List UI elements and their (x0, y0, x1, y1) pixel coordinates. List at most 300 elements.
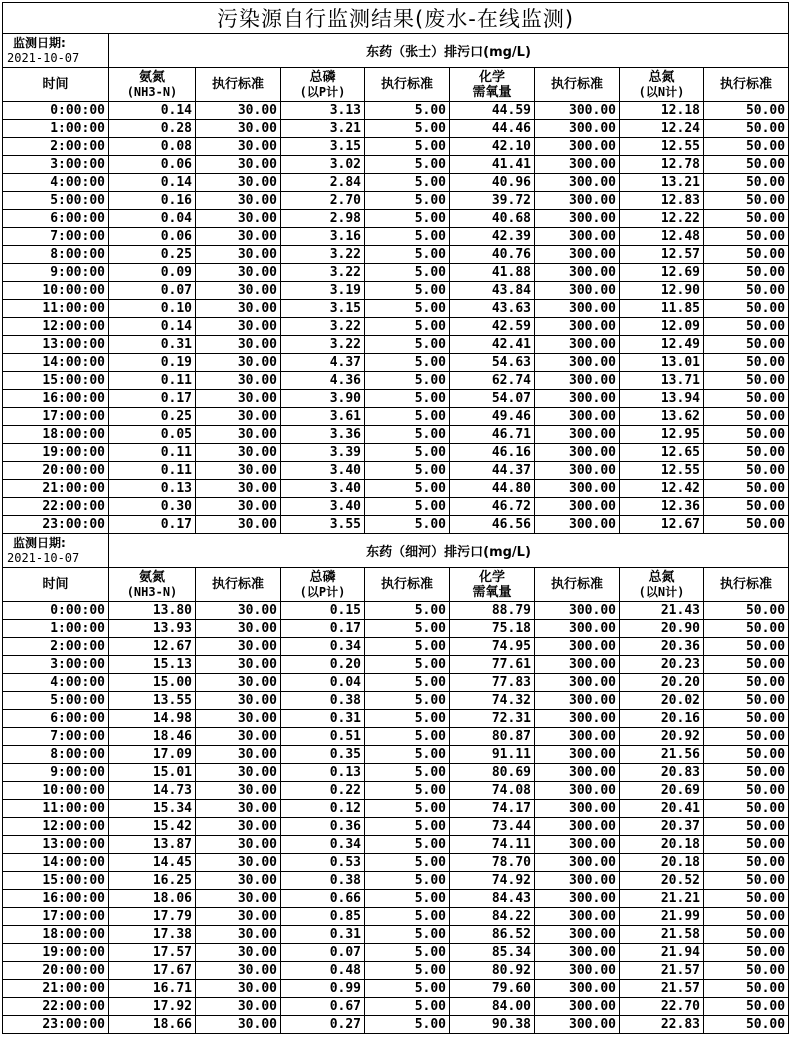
time-cell: 4:00:00 (3, 674, 109, 692)
value-cell: 0.17 (281, 620, 365, 638)
value-cell: 12.90 (620, 282, 704, 300)
table-row (3, 372, 789, 390)
value-cell: 74.92 (450, 872, 535, 890)
value-cell: 50.00 (704, 674, 789, 692)
value-cell: 5.00 (365, 620, 450, 638)
column-header-row (3, 68, 789, 102)
value-cell: 300.00 (535, 174, 620, 192)
table-row (3, 836, 789, 854)
time-cell: 7:00:00 (3, 728, 109, 746)
value-cell: 5.00 (365, 728, 450, 746)
column-header-line1: 执行标准 (720, 577, 773, 592)
value-cell: 30.00 (196, 620, 281, 638)
value-cell: 0.14 (109, 174, 196, 192)
outlet-name: 东药（细河）排污口(mg/L) (109, 534, 789, 568)
column-header-line1: 氨氮 (138, 69, 165, 85)
value-cell: 5.00 (365, 444, 450, 462)
time-cell: 10:00:00 (3, 282, 109, 300)
value-cell: 12.78 (620, 156, 704, 174)
value-cell: 30.00 (196, 516, 281, 534)
time-cell: 22:00:00 (3, 498, 109, 516)
value-cell: 0.28 (109, 120, 196, 138)
table-row (3, 764, 789, 782)
column-header-line1: 执行标准 (550, 577, 603, 592)
value-cell: 50.00 (704, 498, 789, 516)
value-cell: 15.00 (109, 674, 196, 692)
table-row (3, 516, 789, 534)
value-cell: 85.34 (450, 944, 535, 962)
column-header (196, 68, 281, 102)
value-cell: 20.18 (620, 854, 704, 872)
time-cell: 19:00:00 (3, 444, 109, 462)
time-cell: 4:00:00 (3, 174, 109, 192)
value-cell: 50.00 (704, 318, 789, 336)
value-cell: 12.67 (620, 516, 704, 534)
time-cell: 1:00:00 (3, 620, 109, 638)
value-cell: 3.40 (281, 498, 365, 516)
value-cell: 50.00 (704, 372, 789, 390)
value-cell: 12.36 (620, 498, 704, 516)
date-label: 监测日期: (13, 535, 66, 550)
column-header-line1: 执行标准 (550, 77, 603, 92)
value-cell: 18.46 (109, 728, 196, 746)
value-cell: 0.17 (109, 516, 196, 534)
value-cell: 30.00 (196, 318, 281, 336)
value-cell: 5.00 (365, 656, 450, 674)
table-row (3, 638, 789, 656)
value-cell: 5.00 (365, 138, 450, 156)
table-row (3, 246, 789, 264)
value-cell: 50.00 (704, 638, 789, 656)
value-cell: 30.00 (196, 354, 281, 372)
value-cell: 21.21 (620, 890, 704, 908)
value-cell: 0.31 (109, 336, 196, 354)
value-cell: 30.00 (196, 962, 281, 980)
value-cell: 20.90 (620, 620, 704, 638)
time-cell: 18:00:00 (3, 926, 109, 944)
value-cell: 54.07 (450, 390, 535, 408)
time-cell: 12:00:00 (3, 818, 109, 836)
value-cell: 3.61 (281, 408, 365, 426)
value-cell: 21.56 (620, 746, 704, 764)
value-cell: 300.00 (535, 800, 620, 818)
time-cell: 18:00:00 (3, 426, 109, 444)
value-cell: 18.66 (109, 1016, 196, 1034)
value-cell: 0.11 (109, 462, 196, 480)
value-cell: 50.00 (704, 516, 789, 534)
value-cell: 300.00 (535, 372, 620, 390)
value-cell: 2.98 (281, 210, 365, 228)
column-header-line1: 执行标准 (720, 77, 773, 92)
value-cell: 300.00 (535, 336, 620, 354)
value-cell: 5.00 (365, 408, 450, 426)
table-row (3, 156, 789, 174)
table-row (3, 462, 789, 480)
value-cell: 30.00 (196, 462, 281, 480)
value-cell: 5.00 (365, 674, 450, 692)
value-cell: 0.11 (109, 444, 196, 462)
value-cell: 74.95 (450, 638, 535, 656)
value-cell: 3.19 (281, 282, 365, 300)
value-cell: 300.00 (535, 854, 620, 872)
value-cell: 300.00 (535, 656, 620, 674)
value-cell: 5.00 (365, 192, 450, 210)
value-cell: 50.00 (704, 264, 789, 282)
value-cell: 50.00 (704, 998, 789, 1016)
value-cell: 5.00 (365, 908, 450, 926)
value-cell: 0.25 (109, 246, 196, 264)
time-cell: 1:00:00 (3, 120, 109, 138)
sheet-title: 污染源自行监测结果(废水-在线监测) (3, 3, 789, 34)
column-header-line1: 执行标准 (211, 577, 264, 592)
value-cell: 0.34 (281, 836, 365, 854)
value-cell: 5.00 (365, 246, 450, 264)
value-cell: 5.00 (365, 962, 450, 980)
time-cell: 16:00:00 (3, 390, 109, 408)
value-cell: 30.00 (196, 656, 281, 674)
value-cell: 15.42 (109, 818, 196, 836)
value-cell: 5.00 (365, 764, 450, 782)
value-cell: 300.00 (535, 638, 620, 656)
value-cell: 20.83 (620, 764, 704, 782)
value-cell: 5.00 (365, 264, 450, 282)
value-cell: 22.70 (620, 998, 704, 1016)
value-cell: 84.43 (450, 890, 535, 908)
value-cell: 30.00 (196, 264, 281, 282)
value-cell: 14.45 (109, 854, 196, 872)
value-cell: 3.02 (281, 156, 365, 174)
value-cell: 30.00 (196, 602, 281, 620)
table-row (3, 620, 789, 638)
value-cell: 12.48 (620, 228, 704, 246)
value-cell: 50.00 (704, 908, 789, 926)
value-cell: 300.00 (535, 728, 620, 746)
value-cell: 0.05 (109, 426, 196, 444)
value-cell: 50.00 (704, 390, 789, 408)
time-cell: 16:00:00 (3, 890, 109, 908)
value-cell: 50.00 (704, 228, 789, 246)
table-row (3, 192, 789, 210)
value-cell: 30.00 (196, 498, 281, 516)
time-cell: 21:00:00 (3, 480, 109, 498)
column-header (450, 68, 535, 102)
value-cell: 300.00 (535, 282, 620, 300)
value-cell: 30.00 (196, 1016, 281, 1034)
monitoring-date (3, 534, 109, 568)
value-cell: 91.11 (450, 746, 535, 764)
value-cell: 30.00 (196, 426, 281, 444)
value-cell: 40.76 (450, 246, 535, 264)
value-cell: 42.10 (450, 138, 535, 156)
value-cell: 18.06 (109, 890, 196, 908)
value-cell: 3.90 (281, 390, 365, 408)
value-cell: 30.00 (196, 998, 281, 1016)
value-cell: 77.83 (450, 674, 535, 692)
value-cell: 0.07 (109, 282, 196, 300)
value-cell: 46.71 (450, 426, 535, 444)
value-cell: 3.22 (281, 318, 365, 336)
value-cell: 300.00 (535, 710, 620, 728)
column-header-line1: 执行标准 (380, 77, 433, 92)
value-cell: 20.52 (620, 872, 704, 890)
table-row (3, 408, 789, 426)
value-cell: 0.16 (109, 192, 196, 210)
value-cell: 17.57 (109, 944, 196, 962)
value-cell: 30.00 (196, 908, 281, 926)
value-cell: 50.00 (704, 120, 789, 138)
value-cell: 20.23 (620, 656, 704, 674)
value-cell: 39.72 (450, 192, 535, 210)
value-cell: 5.00 (365, 836, 450, 854)
value-cell: 44.59 (450, 102, 535, 120)
table-row (3, 102, 789, 120)
value-cell: 50.00 (704, 408, 789, 426)
value-cell: 54.63 (450, 354, 535, 372)
value-cell: 0.53 (281, 854, 365, 872)
table-row (3, 980, 789, 998)
column-header-line2: 需氧量 (472, 84, 512, 100)
value-cell: 3.40 (281, 462, 365, 480)
value-cell: 5.00 (365, 156, 450, 174)
value-cell: 41.88 (450, 264, 535, 282)
value-cell: 300.00 (535, 782, 620, 800)
column-header-line2: (以P计) (299, 584, 346, 599)
time-cell: 8:00:00 (3, 246, 109, 264)
value-cell: 300.00 (535, 962, 620, 980)
value-cell: 0.48 (281, 962, 365, 980)
table-row (3, 354, 789, 372)
value-cell: 30.00 (196, 156, 281, 174)
value-cell: 12.69 (620, 264, 704, 282)
value-cell: 3.22 (281, 246, 365, 264)
time-cell: 14:00:00 (3, 354, 109, 372)
value-cell: 3.15 (281, 300, 365, 318)
value-cell: 300.00 (535, 318, 620, 336)
value-cell: 300.00 (535, 516, 620, 534)
value-cell: 5.00 (365, 372, 450, 390)
value-cell: 50.00 (704, 602, 789, 620)
value-cell: 0.12 (281, 800, 365, 818)
value-cell: 300.00 (535, 228, 620, 246)
value-cell: 0.17 (109, 390, 196, 408)
value-cell: 50.00 (704, 944, 789, 962)
value-cell: 90.38 (450, 1016, 535, 1034)
value-cell: 50.00 (704, 102, 789, 120)
time-cell: 3:00:00 (3, 156, 109, 174)
value-cell: 42.59 (450, 318, 535, 336)
value-cell: 300.00 (535, 120, 620, 138)
value-cell: 300.00 (535, 674, 620, 692)
value-cell: 30.00 (196, 120, 281, 138)
time-cell: 17:00:00 (3, 408, 109, 426)
value-cell: 80.87 (450, 728, 535, 746)
value-cell: 3.22 (281, 264, 365, 282)
time-cell: 9:00:00 (3, 764, 109, 782)
value-cell: 5.00 (365, 890, 450, 908)
column-header (365, 568, 450, 602)
value-cell: 13.93 (109, 620, 196, 638)
value-cell: 0.09 (109, 264, 196, 282)
value-cell: 0.31 (281, 710, 365, 728)
value-cell: 300.00 (535, 944, 620, 962)
column-header (704, 568, 789, 602)
value-cell: 0.38 (281, 692, 365, 710)
column-header-line2: (以N计) (638, 84, 685, 99)
column-header (3, 568, 109, 602)
table-row (3, 746, 789, 764)
value-cell: 50.00 (704, 800, 789, 818)
value-cell: 30.00 (196, 408, 281, 426)
value-cell: 40.96 (450, 174, 535, 192)
time-cell: 5:00:00 (3, 192, 109, 210)
value-cell: 50.00 (704, 854, 789, 872)
column-header (281, 568, 365, 602)
value-cell: 5.00 (365, 926, 450, 944)
value-cell: 30.00 (196, 300, 281, 318)
column-header (450, 568, 535, 602)
value-cell: 30.00 (196, 336, 281, 354)
table-row (3, 710, 789, 728)
table-row (3, 318, 789, 336)
value-cell: 30.00 (196, 800, 281, 818)
value-cell: 13.01 (620, 354, 704, 372)
value-cell: 50.00 (704, 926, 789, 944)
value-cell: 5.00 (365, 174, 450, 192)
value-cell: 50.00 (704, 480, 789, 498)
value-cell: 300.00 (535, 408, 620, 426)
value-cell: 42.39 (450, 228, 535, 246)
table-row (3, 300, 789, 318)
value-cell: 5.00 (365, 228, 450, 246)
value-cell: 0.11 (109, 372, 196, 390)
value-cell: 46.56 (450, 516, 535, 534)
monitoring-sheet (2, 2, 789, 1034)
value-cell: 30.00 (196, 228, 281, 246)
time-cell: 12:00:00 (3, 318, 109, 336)
value-cell: 0.06 (109, 228, 196, 246)
value-cell: 4.37 (281, 354, 365, 372)
value-cell: 20.37 (620, 818, 704, 836)
table-row (3, 818, 789, 836)
value-cell: 0.67 (281, 998, 365, 1016)
value-cell: 5.00 (365, 818, 450, 836)
value-cell: 30.00 (196, 674, 281, 692)
column-header-line1: 执行标准 (211, 77, 264, 92)
value-cell: 30.00 (196, 818, 281, 836)
table-row (3, 228, 789, 246)
value-cell: 5.00 (365, 426, 450, 444)
value-cell: 74.32 (450, 692, 535, 710)
value-cell: 12.83 (620, 192, 704, 210)
value-cell: 13.71 (620, 372, 704, 390)
value-cell: 5.00 (365, 390, 450, 408)
value-cell: 300.00 (535, 764, 620, 782)
value-cell: 3.40 (281, 480, 365, 498)
value-cell: 3.55 (281, 516, 365, 534)
value-cell: 50.00 (704, 210, 789, 228)
value-cell: 0.25 (109, 408, 196, 426)
value-cell: 50.00 (704, 138, 789, 156)
value-cell: 0.85 (281, 908, 365, 926)
value-cell: 300.00 (535, 156, 620, 174)
date-label: 监测日期: (13, 35, 66, 50)
column-header-line2: 需氧量 (472, 584, 512, 600)
value-cell: 14.98 (109, 710, 196, 728)
value-cell: 5.00 (365, 872, 450, 890)
column-header-line1: 氨氮 (138, 569, 165, 585)
value-cell: 50.00 (704, 156, 789, 174)
value-cell: 21.57 (620, 962, 704, 980)
value-cell: 12.65 (620, 444, 704, 462)
value-cell: 3.21 (281, 120, 365, 138)
value-cell: 86.52 (450, 926, 535, 944)
value-cell: 21.58 (620, 926, 704, 944)
value-cell: 3.22 (281, 336, 365, 354)
table-row (3, 264, 789, 282)
value-cell: 50.00 (704, 764, 789, 782)
value-cell: 12.24 (620, 120, 704, 138)
value-cell: 13.21 (620, 174, 704, 192)
column-header (281, 68, 365, 102)
value-cell: 20.41 (620, 800, 704, 818)
value-cell: 15.34 (109, 800, 196, 818)
value-cell: 300.00 (535, 426, 620, 444)
value-cell: 30.00 (196, 480, 281, 498)
value-cell: 12.95 (620, 426, 704, 444)
value-cell: 30.00 (196, 764, 281, 782)
value-cell: 12.42 (620, 480, 704, 498)
column-header-line1: 总氮 (648, 569, 675, 585)
value-cell: 300.00 (535, 246, 620, 264)
value-cell: 30.00 (196, 980, 281, 998)
value-cell: 12.49 (620, 336, 704, 354)
value-cell: 50.00 (704, 300, 789, 318)
value-cell: 30.00 (196, 102, 281, 120)
value-cell: 5.00 (365, 336, 450, 354)
time-cell: 7:00:00 (3, 228, 109, 246)
value-cell: 30.00 (196, 282, 281, 300)
time-cell: 23:00:00 (3, 1016, 109, 1034)
time-cell: 3:00:00 (3, 656, 109, 674)
value-cell: 5.00 (365, 746, 450, 764)
value-cell: 50.00 (704, 728, 789, 746)
value-cell: 300.00 (535, 462, 620, 480)
value-cell: 79.60 (450, 980, 535, 998)
value-cell: 50.00 (704, 462, 789, 480)
value-cell: 49.46 (450, 408, 535, 426)
value-cell: 5.00 (365, 120, 450, 138)
column-header (109, 568, 196, 602)
value-cell: 0.13 (109, 480, 196, 498)
value-cell: 12.55 (620, 138, 704, 156)
column-header-line1: 总磷 (309, 569, 336, 585)
column-header (109, 68, 196, 102)
value-cell: 46.16 (450, 444, 535, 462)
value-cell: 13.62 (620, 408, 704, 426)
value-cell: 300.00 (535, 926, 620, 944)
value-cell: 300.00 (535, 746, 620, 764)
value-cell: 17.67 (109, 962, 196, 980)
value-cell: 20.18 (620, 836, 704, 854)
value-cell: 50.00 (704, 620, 789, 638)
value-cell: 300.00 (535, 498, 620, 516)
value-cell: 30.00 (196, 638, 281, 656)
table-row (3, 926, 789, 944)
value-cell: 0.51 (281, 728, 365, 746)
value-cell: 300.00 (535, 390, 620, 408)
value-cell: 5.00 (365, 462, 450, 480)
value-cell: 300.00 (535, 354, 620, 372)
